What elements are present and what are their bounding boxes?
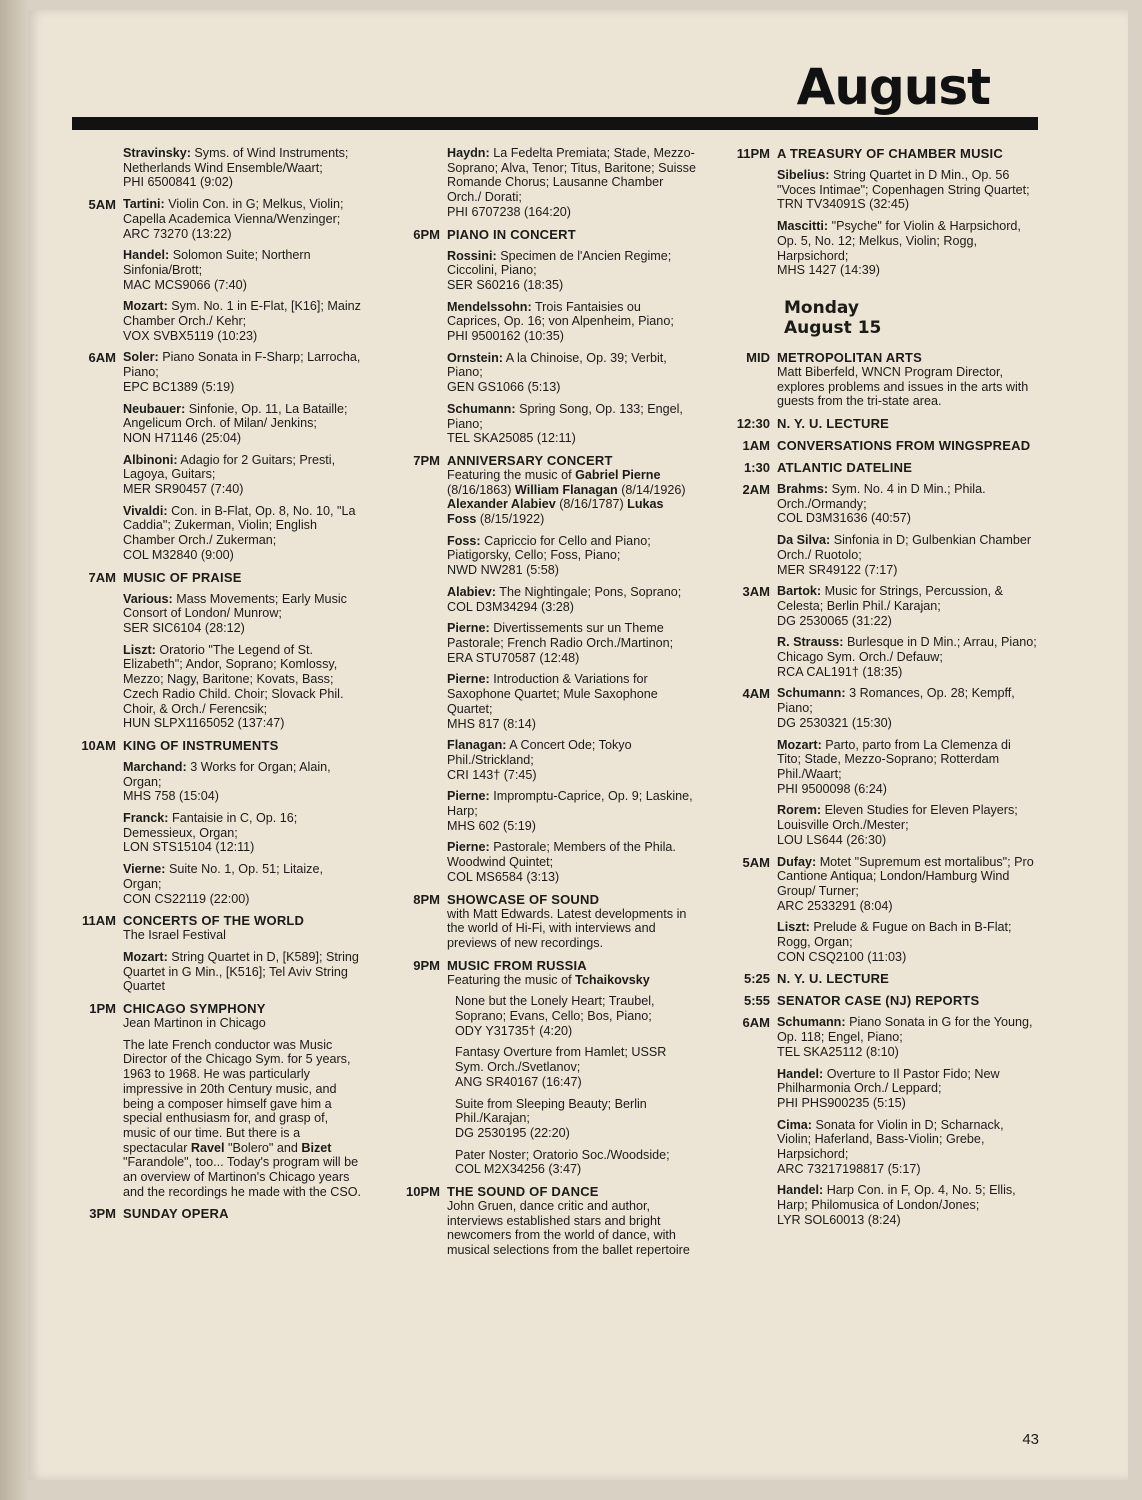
program-entry [777,1183,1038,1227]
slot-time: 5AM [742,854,770,870]
description-text: "Farandole", too... Today's program will be an overview of Martinon's Chicago years and the recordings he made with the CSO. [123,1155,362,1199]
work-details: Impromptu-Caprice, Op. 9; Laskine, Harp; [447,789,693,819]
program-entry [777,1015,1038,1059]
program-title: CONCERTS OF THE WORLD [123,913,305,929]
slot-time: 7AM [88,569,116,585]
column-2 [398,146,696,1258]
work-details: Trois Fantaisies ou Caprices, Op. 16; von Alpenheim, Piano; [447,299,674,329]
catalog-number: LOU LS644 (26:30) [777,832,887,847]
composer-dates: (8/15/1922) [479,512,545,527]
program-subtitle: Jean Martinon in Chicago [123,1016,266,1031]
program-entry [777,1067,1038,1111]
work-details: 3 Works for Organ; Alain, Organ; [123,759,331,789]
composer-name: Tartini: [123,197,165,212]
featured-composer: Tchaikovsky [575,972,650,987]
program-entry [777,855,1038,914]
time-slot-3pm [74,1206,364,1221]
description-text: "Bolero" and [228,1140,298,1155]
time-slot-555 [728,993,1038,1008]
composer-name: Pierne: [447,621,490,636]
work-details: Specimen de l'Ancien Regime; Ciccolini, Piano; [447,248,672,278]
program-description: John Gruen, dance critic and author, interviews established stars and bright newcomers from the world of dance, with musical selections from the ballet repertoire [447,1199,690,1258]
time-slot-4am [728,686,1038,847]
time-slot-6pm [398,227,696,446]
composer-name: Liszt: [777,920,810,935]
work-details: None but the Lonely Heart; Traubel, Soprano; Evans, Cello; Bos, Piano; [455,994,655,1024]
slot-time: 1AM [742,438,770,454]
program-entry [447,1097,696,1141]
work-details: Music for Strings, Percussion, & Celesta; Berlin Phil./ Karajan; [777,584,1004,613]
catalog-number: ARC 73270 (13:22) [123,226,232,241]
catalog-number: RCA CAL191† (18:35) [777,664,903,679]
catalog-number: PHI PHS900235 (5:15) [777,1095,906,1110]
program-entry [123,197,364,241]
program-entry [123,950,364,994]
time-slot-8pm [398,892,696,951]
program-entry [123,402,364,446]
program-entry [447,1148,696,1177]
composer-name: Mendelssohn: [447,299,532,314]
time-slot-mid [728,350,1038,409]
program-entry [777,533,1038,577]
composer-name: Brahms: [777,482,829,497]
program-entry [447,585,696,614]
program-title: ATLANTIC DATELINE [777,460,913,476]
slot-time: 5AM [88,197,116,213]
program-entry [123,760,364,804]
composer-dates: (8/14/1926) [621,482,686,497]
time-slot-2am [728,482,1038,577]
featured-composer: Lukas Foss [447,497,664,527]
composer-name: Rossini: [447,248,497,263]
catalog-number: GEN GS1066 (5:13) [447,380,561,395]
work-details: Mass Movements; Early Music Consort of London/ Munrow; [123,591,347,621]
time-slot-10pm [398,1184,696,1258]
program-entry [123,453,364,497]
composer-name: Alabiev: [447,584,496,599]
slot-time: 8PM [413,891,440,907]
composer-name: Schumann: [447,401,516,416]
program-entry [777,686,1038,730]
program-title: CHICAGO SYMPHONY [123,1001,266,1017]
catalog-number: PHI 9500098 (6:24) [777,781,887,796]
program-entry [447,840,696,884]
slot-time: 10PM [406,1184,440,1200]
program-title: SUNDAY OPERA [123,1206,229,1222]
time-slot-10am [74,738,364,906]
composer-name: Marchand: [123,759,187,774]
catalog-number: TEL SKA25085 (12:11) [447,431,576,446]
work-details: Sym. No. 4 in D Min.; Phila. Orch./Ormandy; [777,482,986,511]
composer-name: R. Strauss: [777,635,844,650]
composer-name: Cima: [777,1117,812,1132]
composer-name: Albinoni: [123,452,178,467]
program-entry [777,584,1038,628]
catalog-number: ODY Y31735† (4:20) [455,1023,573,1038]
work-details: Divertissements sur un Theme Pastorale; French Radio Orch./Martinon; [447,621,674,650]
work-details: Sinfonie, Op. 11, La Bataille; Angelicum Orch. of Milan/ Jenkins; [123,401,348,431]
composer-name: Schumann: [777,1015,846,1030]
program-entry [123,504,364,563]
work-details: "Psyche" for Violin & Harpsichord, Op. 5, No. 12; Melkus, Violin; Rogg, Harpsichord; [777,219,1021,263]
slot-time: 4AM [742,686,770,702]
time-slot-1230 [728,416,1038,431]
header-rule [72,117,1038,130]
catalog-number: ARC 2533291 (8:04) [777,898,893,913]
work-details: Syms. of Wind Instruments; Netherlands Wind Ensemble/Waart; [123,146,349,175]
time-slot-7pm [398,453,696,885]
featured-composer: William Flanagan [514,482,618,497]
program-entry [123,248,364,292]
program-title: PIANO IN CONCERT [447,226,576,242]
composer-name: Stravinsky: [123,146,191,160]
program-entry [777,920,1038,964]
catalog-number: MHS 1427 (14:39) [777,263,880,278]
program-title: MUSIC OF PRAISE [123,569,242,585]
composer-name: Franck: [123,811,169,826]
work-details: Suite from Sleeping Beauty; Berlin Phil./Karajan; [455,1096,647,1126]
program-entry [447,300,696,344]
program-entry [123,299,364,343]
program-entry [447,672,696,731]
time-slot-3am [728,584,1038,679]
composer-name: Bartok: [777,584,822,599]
catalog-number: MAC MCS9066 (7:40) [123,277,247,292]
slot-time: 1:30 [743,460,770,476]
work-details: 3 Romances, Op. 28; Kempff, Piano; [777,686,1015,716]
work-details: Piano Sonata in G for the Young, Op. 118; Engel, Piano; [777,1015,1033,1045]
program-title: N. Y. U. LECTURE [777,971,890,987]
composer-name: Schumann: [777,686,846,701]
catalog-number: MHS 758 (15:04) [123,789,219,804]
program-entry [447,351,696,395]
featured-intro: Featuring the music of [447,467,572,482]
composer-name: Vierne: [123,862,166,877]
program-entry [123,862,364,906]
composer-name: Liszt: [123,642,156,657]
program-entry [123,592,364,636]
program-entry [777,1118,1038,1177]
time-slot-1pm [74,1001,364,1199]
catalog-number: VOX SVBX5119 (10:23) [123,328,258,343]
catalog-number: CON CS22119 (22:00) [123,891,250,906]
composer-name: Handel: [777,1183,824,1198]
program-entry [447,994,696,1038]
catalog-number: MER SR90457 (7:40) [123,482,244,497]
slot-time: 6PM [413,226,440,242]
catalog-number: CON CSQ2100 (11:03) [777,949,907,964]
catalog-number: LYR SOL60013 (8:24) [777,1212,901,1227]
slot-time: 12:30 [736,416,770,432]
catalog-number: NWD NW281 (5:58) [447,563,559,578]
composer-name: Vivaldi: [123,503,168,518]
program-description: Matt Biberfeld, WNCN Program Director, explores problems and issues in the arts with guests from the tri-state area. [777,364,1029,409]
program-entry [123,146,364,190]
time-slot-5am [728,855,1038,965]
work-details: String Quartet in D, [K589]; String Quartet in G Min., [K516]; Tel Aviv String Quartet [123,949,359,994]
slot-time: 1PM [89,1001,116,1017]
time-slot-11pm [728,146,1038,278]
day-name: Monday [784,297,859,318]
program-entry [777,219,1038,278]
work-details: Adagio for 2 Guitars; Presti, Lagoya, Guitars; [123,452,336,482]
catalog-number: HUN SLPX1165052 (137:47) [123,716,285,731]
work-details: Sonata for Violin in D; Scharnack, Violin; Haferland, Bass-Violin; Grebe, Harpsichord; [777,1117,1004,1162]
program-entry [777,482,1038,526]
composer-name: Ornstein: [447,350,503,365]
work-details: Eleven Studies for Eleven Players; Louisville Orch./Mester; [777,803,1018,833]
catalog-number: TEL SKA25112 (8:10) [777,1044,899,1059]
program-entry [777,738,1038,797]
work-details: Oratorio "The Legend of St. Elizabeth"; Andor, Soprano; Komlossy, Mezzo; Nagy, Baritone; Kovats, Bass; Czech Radio Child. Choir; Slovack Phil. Choir, & Orch./ Ferencsik; [123,642,344,716]
catalog-number: PHI 9500162 (10:35) [447,329,564,344]
catalog-number: ERA STU70587 (12:48) [447,650,580,665]
composer-name: Soler: [123,350,159,365]
program-entry [447,146,696,220]
composer-name: Mozart: [123,299,168,314]
work-details: Solomon Suite; Northern Sinfonia/Brott; [123,248,311,277]
program-title: SHOWCASE OF SOUND [447,891,600,907]
binding-spine [0,0,28,1500]
composer-name: Ravel [190,1140,225,1155]
column-1 [74,146,364,1221]
catalog-number: DG 2530321 (15:30) [777,715,892,730]
composer-name: Mozart: [777,737,822,752]
work-details: Parto, parto from La Clemenza di Tito; Stade, Mezzo-Soprano; Rotterdam Phil./Waart; [777,737,1011,781]
catalog-number: PHI 6707238 (164:20) [447,204,571,219]
time-slot-6am [74,350,364,562]
slot-time: 6AM [88,350,116,366]
composer-name: Flanagan: [447,738,507,753]
program-title: CONVERSATIONS FROM WINGSPREAD [777,438,1031,454]
catalog-number: SER SIC6104 (28:12) [123,620,245,635]
time-slot-5am [74,197,364,343]
catalog-number: SER S60216 (18:35) [447,277,564,292]
program-title: ANNIVERSARY CONCERT [447,452,613,468]
slot-time: 5:25 [743,971,770,987]
work-details: Violin Con. in G; Melkus, Violin; Capella Academica Vienna/Wenzinger; [123,197,344,226]
catalog-number: MHS 817 (8:14) [447,716,536,731]
composer-name: Da Silva: [777,533,831,548]
work-details: Introduction & Variations for Saxophone Quartet; Mule Saxophone Quartet; [447,672,658,716]
composer-name: Bizet [301,1140,332,1155]
program-subtitle: The Israel Festival [123,928,226,943]
catalog-number: ANG SR40167 (16:47) [455,1074,582,1089]
catalog-number: MHS 602 (5:19) [447,818,536,833]
program-entry [447,402,696,446]
catalog-number: COL D3M34294 (3:28) [447,599,574,614]
composer-name: Pierne: [447,840,490,855]
program-entry [447,738,696,782]
time-slot-525 [728,971,1038,986]
program-title: METROPOLITAN ARTS [777,349,922,365]
slot-time: MID [746,349,770,365]
program-entry [123,643,364,731]
day-heading [728,298,1038,338]
composer-name: Pierne: [447,789,490,804]
composer-name: Handel: [123,248,170,263]
catalog-number: DG 2530065 (31:22) [777,613,892,628]
featured-composer: Alexander Alabiev [447,497,556,512]
catalog-number: MER SR49122 (7:17) [777,562,898,577]
composer-name: Foss: [447,533,481,548]
slot-time: 6AM [742,1015,770,1031]
program-entry [777,635,1038,679]
composer-name: Mascitti: [777,219,829,234]
program-title: N. Y. U. LECTURE [777,416,890,432]
time-slot-7am [74,570,364,731]
catalog-number: CRI 143† (7:45) [447,767,537,782]
page-number: 43 [1022,1431,1039,1448]
featured-composer: Gabriel Pierne [575,467,661,482]
time-slot-1am [728,438,1038,453]
continued-listing [398,146,696,220]
slot-time: 5:55 [743,993,770,1009]
catalog-number: ARC 73217198817 (5:17) [777,1161,921,1176]
composer-name: Mozart: [123,949,168,964]
featured-intro: Featuring the music of [447,972,572,987]
day-date: August 15 [784,317,882,338]
program-entry [447,534,696,578]
time-slot-6am [728,1015,1038,1227]
work-details: Sym. No. 1 in E-Flat, [K16]; Mainz Chamber Orch./ Kehr; [123,299,361,329]
work-details: Sinfonia in D; Gulbenkian Chamber Orch./ Ruotolo; [777,533,1032,562]
work-details: La Fedelta Premiata; Stade, Mezzo-Soprano; Alva, Tenor; Titus, Baritone; Suisse Romande Chorus; Lausanne Chamber Orch./ Dorati; [447,146,696,205]
program-entry [447,1045,696,1089]
slot-time: 10AM [81,737,116,753]
composer-name: Pierne: [447,672,490,687]
composer-name: Haydn: [447,146,490,160]
work-details: Capriccio for Cello and Piano; Piatigorsky, Cello; Foss, Piano; [447,533,651,563]
work-details: Spring Song, Op. 133; Engel, Piano; [447,401,683,431]
work-details: Burlesque in D Min.; Arrau, Piano; Chicago Sym. Orch./ Defauw; [777,635,1037,665]
time-slot-130 [728,460,1038,475]
program-entry [447,789,696,833]
work-details: Suite No. 1, Op. 51; Litaize, Organ; [123,862,323,891]
program-entry [447,621,696,665]
work-details: Fantaisie in C, Op. 16; Demessieux, Organ; [123,811,298,840]
slot-time: 3AM [742,584,770,600]
catalog-number: DG 2530195 (22:20) [455,1125,570,1140]
composer-name: Neubauer: [123,401,186,416]
composer-dates: (8/16/1863) [447,482,512,497]
program-subtitle [447,973,696,988]
work-details: String Quartet in D Min., Op. 56 "Voces Intimae"; Copenhagen String Quartet; [777,168,1030,197]
program-title: THE SOUND OF DANCE [447,1184,599,1200]
program-title: MUSIC FROM RUSSIA [447,957,587,973]
catalog-number: COL MS6584 (3:13) [447,869,560,884]
catalog-number: COL D3M31636 (40:57) [777,511,911,526]
catalog-number: PHI 6500841 (9:02) [123,175,233,190]
work-details: Piano Sonata in F-Sharp; Larrocha, Piano; [123,350,361,380]
work-details: Prelude & Fugue on Bach in B-Flat; Rogg, Organ; [777,920,1012,950]
slot-time: 7PM [413,452,440,468]
catalog-number: TRN TV34091S (32:45) [777,197,910,212]
work-details: Pastorale; Members of the Phila. Woodwind Quintet; [447,840,676,870]
slot-time: 3PM [89,1206,116,1222]
work-details: Motet "Supremum est mortalibus"; Pro Cantione Antiqua; London/Hamburg Wind Group/ Turner; [777,854,1034,898]
continued-listing [74,146,364,190]
composer-dates: (8/16/1787) [559,497,624,512]
slot-time: 11AM [82,913,116,929]
program-description: with Matt Edwards. Latest developments in the world of Hi-Fi, with interviews and previews of new recordings. [447,906,687,950]
program-entry [777,803,1038,847]
program-entry [123,811,364,855]
slot-time: 9PM [413,957,440,973]
program-subtitle [447,468,696,527]
composer-name: Various: [123,591,173,606]
catalog-number: NON H71146 (25:04) [123,430,242,445]
catalog-number: EPC BC1389 (5:19) [123,379,235,394]
work-details: A la Chinoise, Op. 39; Verbit, Piano; [447,350,667,380]
time-slot-9pm [398,958,696,1177]
program-entry [777,168,1038,212]
column-3 [728,146,1038,1235]
catalog-number: COL M32840 (9:00) [123,547,234,562]
program-entry [123,350,364,394]
catalog-number: LON STS15104 (12:11) [123,840,255,855]
slot-time: 2AM [742,482,770,498]
program-description [123,1038,364,1200]
catalog-number: COL M2X34256 (3:47) [455,1162,582,1177]
composer-name: Rorem: [777,803,822,818]
work-details: Con. in B-Flat, Op. 8, No. 10, "La Caddia"; Zukerman, Violin; English Chamber Orch./ Zukerman; [123,503,356,548]
program-title: SENATOR CASE (NJ) REPORTS [777,993,980,1009]
program-title: KING OF INSTRUMENTS [123,737,279,753]
composer-name: Dufay: [777,854,817,869]
work-details: Pater Noster; Oratorio Soc./Woodside; [455,1147,670,1162]
work-details: A Concert Ode; Tokyo Phil./Strickland; [447,738,632,767]
slot-time: 11PM [736,146,770,161]
month-heading: August [796,58,990,116]
composer-name: Handel: [777,1066,824,1081]
program-entry [447,249,696,293]
work-details: Harp Con. in F, Op. 4, No. 5; Ellis, Harp; Philomusica of London/Jones; [777,1183,1016,1213]
work-details: Overture to Il Pastor Fido; New Philharmonia Orch./ Leppard; [777,1066,1000,1096]
composer-name: Sibelius: [777,168,830,182]
time-slot-11am [74,913,364,994]
work-details: Fantasy Overture from Hamlet; USSR Sym. Orch./Svetlanov; [455,1045,667,1075]
program-title: A TREASURY OF CHAMBER MUSIC [777,146,1003,161]
description-text: The late French conductor was Music Director of the Chicago Sym. for 5 years, 1963 to 1968. He was particularly impressive in 20th Century music, and being a composer himself gave him a special enthusiasm for, and grasp of, music of our time. But there is a spectacular [123,1037,351,1155]
work-details: The Nightingale; Pons, Soprano; [499,584,682,599]
